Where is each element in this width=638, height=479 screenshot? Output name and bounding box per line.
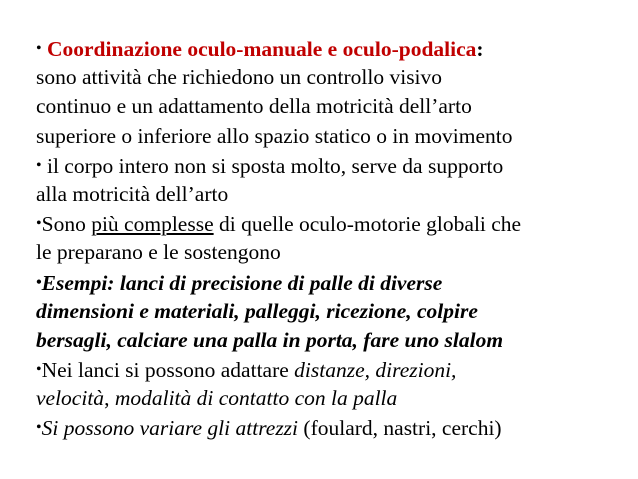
bullet-line	[36, 355, 616, 384]
italic-text: velocità	[36, 386, 105, 411]
bullet-text: Esempi: lanci di precisione di palle di diverse	[41, 270, 443, 295]
bullet-text: Nei lanci si possono adattare	[41, 358, 295, 383]
bullet-line	[36, 268, 616, 297]
bullet-line: superiore o inferiore allo spazio statico o in movimento	[36, 123, 513, 148]
bullet-esempi	[36, 268, 616, 356]
bullet-marker: •	[36, 273, 42, 291]
bullet-text: il corpo intero non si sposta molto, serve da supporto	[41, 153, 504, 178]
bullet-text: (foulard, nastri, cerchi)	[298, 416, 502, 441]
bullet-corpo-intero	[36, 151, 616, 209]
bullet-line	[36, 34, 616, 63]
bullet-line	[36, 151, 616, 180]
underlined-text: più complesse	[91, 212, 214, 237]
bullet-line: bersagli, calciare una palla in porta, fare uno slalom	[36, 327, 504, 352]
bullet-piu-complesse	[36, 209, 616, 267]
bullet-text: ,	[104, 386, 115, 411]
bullet-marker: •	[36, 215, 42, 233]
italic-text: distanze, direzioni,	[294, 358, 457, 383]
bullet-marker: •	[36, 419, 42, 437]
bullet-attrezzi	[36, 413, 616, 442]
bullet-line	[36, 384, 616, 413]
bullet-line: alla motricità dell’arto	[36, 181, 229, 206]
bullet-lanci	[36, 355, 616, 413]
bullet-text: Sono	[41, 212, 92, 237]
italic-text: Si possono variare gli attrezzi	[41, 416, 299, 441]
bullet-marker: •	[36, 40, 42, 57]
bullet-line: le preparano e le sostengono	[36, 240, 281, 265]
italic-text: modalità di contatto con la palla	[114, 386, 398, 411]
bullet-line	[36, 413, 616, 442]
slide-body	[36, 34, 616, 443]
bullet-marker: •	[36, 156, 42, 174]
bullet-coordinazione	[36, 34, 616, 151]
bullet-line: dimensioni e materiali, palleggi, ricezione, colpire	[36, 298, 478, 323]
bullet-line: sono attività che richiedono un controllo visivo	[36, 65, 443, 90]
heading-colon: :	[476, 37, 484, 61]
bullet-line	[36, 209, 616, 238]
bullet-marker: •	[36, 361, 42, 379]
bullet-line: continuo e un adattamento della motricità dell’arto	[36, 94, 472, 119]
bullet-text: di quelle oculo-motorie globali che	[213, 212, 522, 237]
bullet-heading: Coordinazione oculo-manuale e oculo-podalica	[46, 37, 477, 61]
